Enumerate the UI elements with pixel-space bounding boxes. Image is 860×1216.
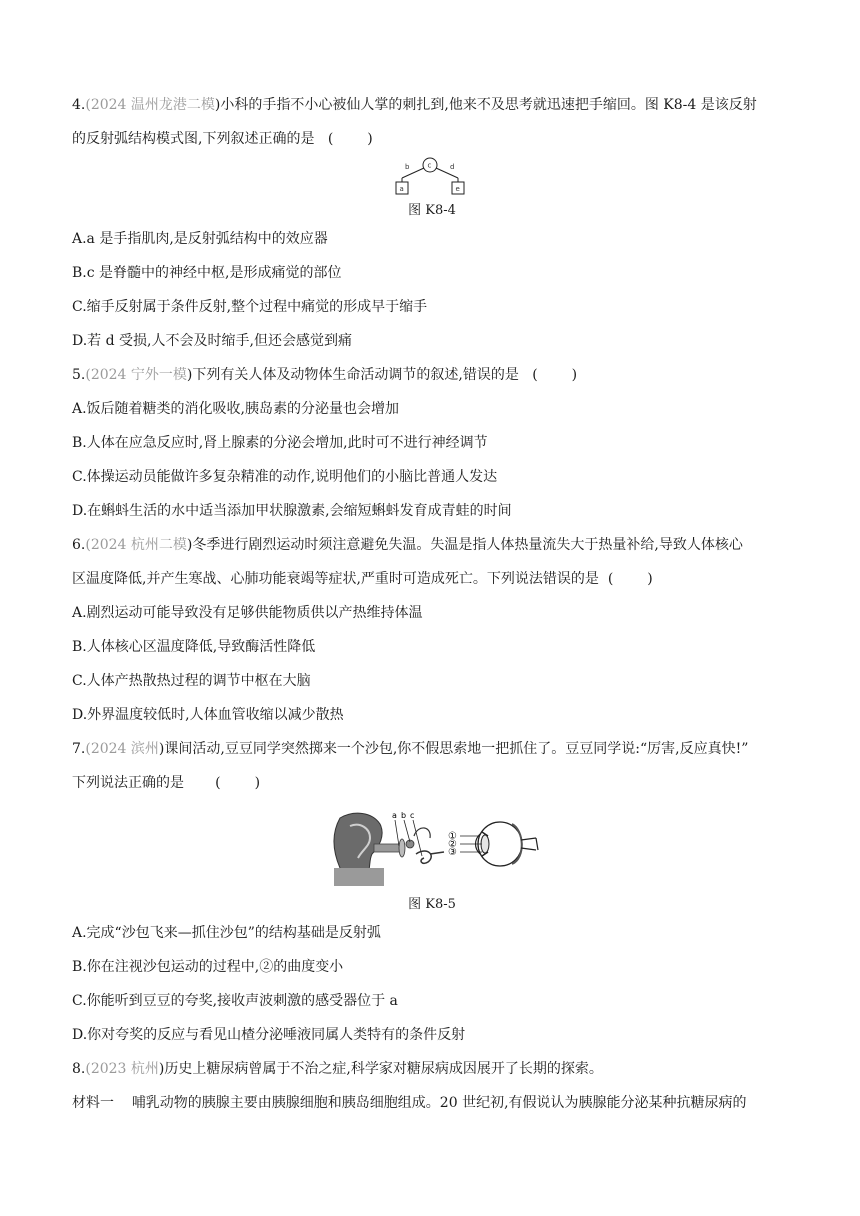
label-3: ③ <box>448 847 457 858</box>
material-one-line <box>72 1086 792 1120</box>
option-c[interactable]: C.你能听到豆豆的夸奖,接收声波刺激的感受器位于 a <box>72 993 398 1009</box>
question-5 <box>72 358 792 528</box>
label-d: d <box>450 163 455 171</box>
label-b: b <box>405 163 410 171</box>
answer-bracket-close: ) <box>571 367 578 383</box>
efferent-nerve-line <box>436 168 458 178</box>
source-open-paren: ( <box>85 367 91 383</box>
option-a[interactable]: A.剧烈运动可能导致没有足够供能物质供以产热维持体温 <box>72 605 423 621</box>
question-7-stem-line-1 <box>72 732 792 766</box>
worksheet-page <box>72 88 792 1120</box>
ear-base-shading <box>334 868 384 886</box>
question-stem: 冬季进行剧烈运动时须注意避免失温。失温是指人体热量流失大于热量补给,导致人体核心 <box>192 537 743 553</box>
reflex-arc-diagram <box>72 156 792 200</box>
figure-caption: 图 K8-4 <box>408 203 456 218</box>
material-label: 材料一 <box>72 1095 114 1111</box>
question-stem: 小科的手指不小心被仙人掌的刺扎到,他来不及思考就迅速把手缩回。图 K8-4 是该反射 <box>220 97 757 113</box>
option-b[interactable]: B.人体在应急反应时,肾上腺素的分泌会增加,此时可不进行神经调节 <box>72 435 488 451</box>
question-source: 2024 宁外一模 <box>90 367 187 383</box>
figure-k8-5 <box>72 806 792 890</box>
option-d[interactable]: D.你对夸奖的反应与看见山楂分泌唾液同属人类特有的条件反射 <box>72 1027 466 1043</box>
option-d[interactable]: D.若 d 受损,人不会及时缩手,但还会感觉到痛 <box>72 333 352 349</box>
question-5-stem <box>72 358 792 392</box>
question-number: 8. <box>72 1061 86 1077</box>
label-2: ② <box>448 839 457 850</box>
answer-bracket-close: ) <box>254 775 261 791</box>
label-c: c <box>427 161 432 170</box>
question-stem: 课间活动,豆豆同学突然掷来一个沙包,你不假思索地一把抓住了。豆豆同学说:“厉害,反应真快!” <box>164 741 749 757</box>
pointer-c <box>413 820 422 856</box>
source-close-paren: ) <box>186 537 193 553</box>
cochlea <box>416 851 431 863</box>
optic-nerve <box>521 838 538 850</box>
ear-and-eye-diagram <box>72 806 792 890</box>
question-7 <box>72 732 792 1052</box>
material-text: 哺乳动物的胰腺主要由胰腺细胞和胰岛细胞组成。20 世纪初,有假说认为胰腺能分泌某种抗糖尿病的 <box>131 1095 747 1111</box>
question-6-stem-line-1 <box>72 528 792 562</box>
question-7-stem-line-2 <box>72 766 792 800</box>
answer-bracket-close: ) <box>367 131 373 147</box>
answer-bracket-open: ( <box>215 775 221 791</box>
question-number: 7. <box>72 741 86 757</box>
label-a: a <box>399 185 404 193</box>
source-open-paren: ( <box>85 1061 91 1077</box>
option-b[interactable]: B.人体核心区温度降低,导致酶活性降低 <box>72 639 316 655</box>
question-number: 5. <box>72 367 86 383</box>
label-e: e <box>455 185 460 193</box>
question-number: 6. <box>72 537 86 553</box>
option-a[interactable]: A.a 是手指肌肉,是反射弧结构中的效应器 <box>72 231 328 247</box>
label-1: ① <box>448 831 457 842</box>
question-stem: 下列说法正确的是 <box>72 775 184 791</box>
question-6-stem-line-2 <box>72 562 792 596</box>
source-close-paren: ) <box>158 741 165 757</box>
source-close-paren: ) <box>214 97 221 113</box>
auditory-nerve <box>430 852 444 854</box>
option-b[interactable]: B.你在注视沙包运动的过程中,②的曲度变小 <box>72 959 344 975</box>
option-a[interactable]: A.完成“沙包飞来—抓住沙包”的结构基础是反射弧 <box>72 925 381 941</box>
question-8-stem <box>72 1052 792 1086</box>
question-number: 4. <box>72 97 86 113</box>
option-c[interactable]: C.缩手反射属于条件反射,整个过程中痛觉的形成早于缩手 <box>72 299 428 315</box>
ear-canal <box>374 844 400 852</box>
option-d[interactable]: D.在蝌蚪生活的水中适当添加甲状腺激素,会缩短蝌蚪发育成青蛙的时间 <box>72 503 512 519</box>
option-d[interactable]: D.外界温度较低时,人体血管收缩以减少散热 <box>72 707 344 723</box>
pointer-b <box>404 820 410 842</box>
question-source: 2024 杭州二模 <box>90 537 187 553</box>
source-open-paren: ( <box>85 537 91 553</box>
option-b[interactable]: B.c 是脊髓中的神经中枢,是形成痛觉的部位 <box>72 265 342 281</box>
source-close-paren: ) <box>158 1061 165 1077</box>
question-source: 2023 杭州 <box>90 1061 159 1077</box>
question-8 <box>72 1052 792 1120</box>
answer-bracket-close: ) <box>647 571 653 587</box>
question-stem: 的反射弧结构模式图,下列叙述正确的是 <box>72 131 315 147</box>
question-stem: 区温度降低,并产生寒战、心肺功能衰竭等症状,严重时可造成死亡。下列说法错误的是 <box>72 571 599 587</box>
question-4-stem-line-1 <box>72 88 792 122</box>
label-b: b <box>401 811 407 820</box>
option-a[interactable]: A.饭后随着糖类的消化吸收,胰岛素的分泌量也会增加 <box>72 401 400 417</box>
source-close-paren: ) <box>186 367 193 383</box>
ear-structure-illustration <box>334 811 444 886</box>
question-source: 2024 温州龙港二模 <box>90 97 215 113</box>
question-stem: 下列有关人体及动物体生命活动调节的叙述,错误的是 <box>192 367 519 383</box>
answer-bracket-open: ( <box>327 131 334 147</box>
question-4-stem-line-2 <box>72 122 792 156</box>
figure-caption: 图 K8-5 <box>408 897 456 912</box>
option-c[interactable]: C.人体产热散热过程的调节中枢在大脑 <box>72 673 311 689</box>
label-c: c <box>410 811 415 820</box>
eardrum <box>399 839 405 857</box>
source-open-paren: ( <box>85 97 91 113</box>
pointer-a <box>395 820 399 846</box>
question-stem: 历史上糖尿病曾属于不治之症,科学家对糖尿病成因展开了长期的探索。 <box>164 1061 603 1077</box>
source-open-paren: ( <box>85 741 91 757</box>
question-source: 2024 滨州 <box>90 741 159 757</box>
label-a: a <box>392 811 397 820</box>
answer-bracket-open: ( <box>532 367 538 383</box>
option-c[interactable]: C.体操运动员能做许多复杂精准的动作,说明他们的小脑比普通人发达 <box>72 469 498 485</box>
lens <box>481 835 489 853</box>
question-6 <box>72 528 792 732</box>
figure-k8-4 <box>72 156 792 200</box>
answer-bracket-open: ( <box>607 571 614 587</box>
eye-structure-illustration <box>448 822 538 866</box>
question-4 <box>72 88 792 358</box>
